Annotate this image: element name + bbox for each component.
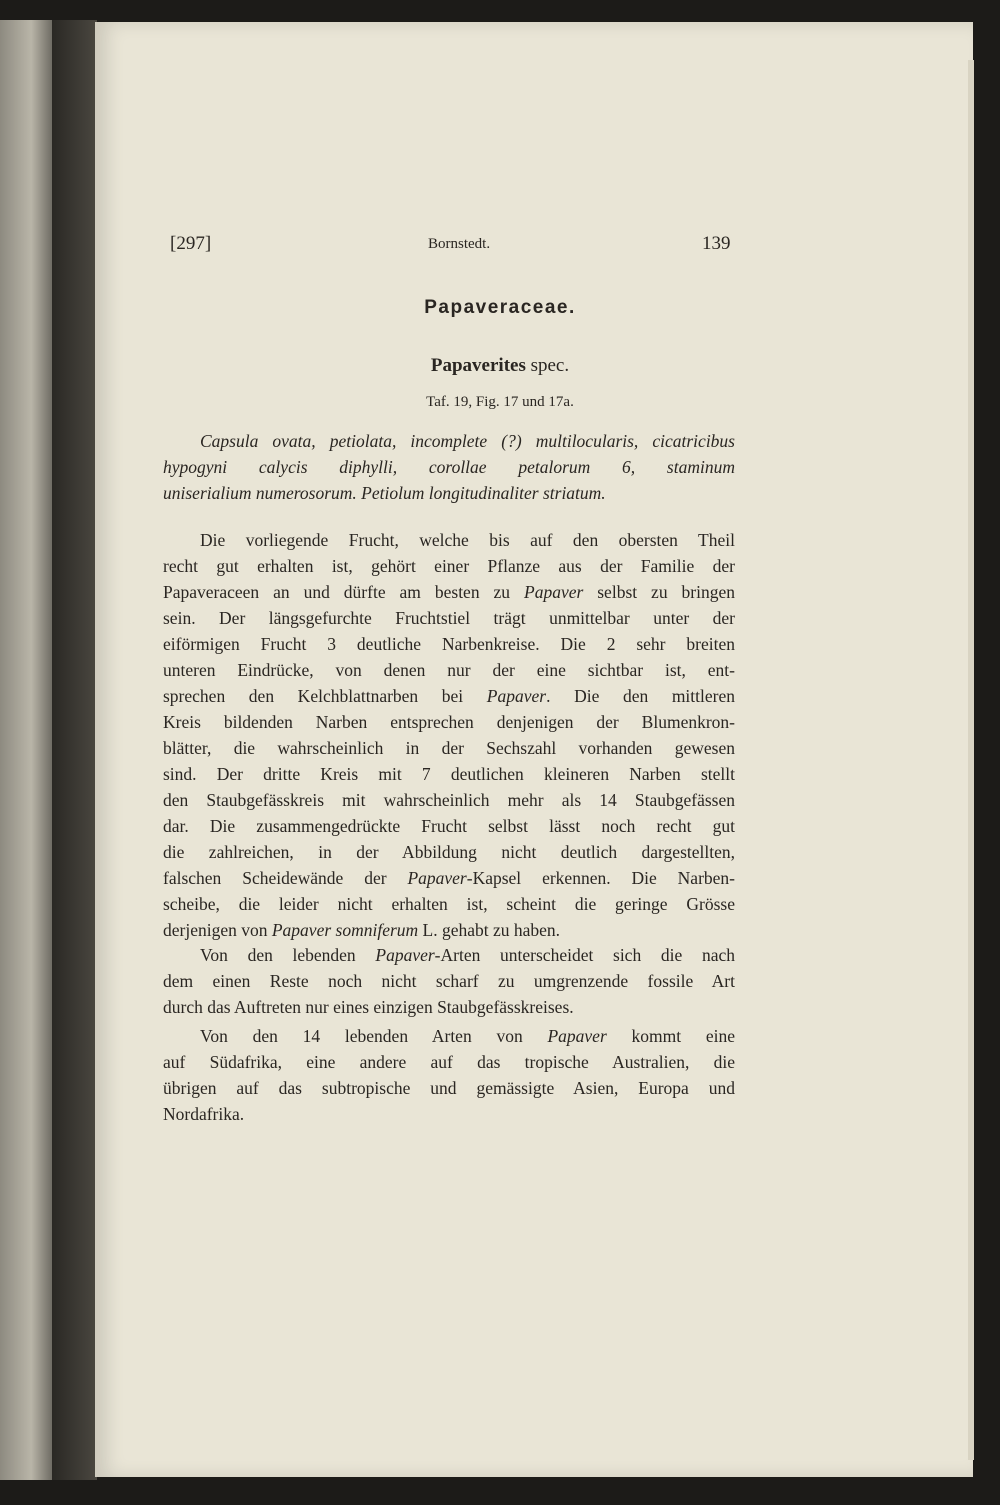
text-segment: kommt eine [606, 1026, 736, 1046]
text-segment: blätter, die wahrscheinlich in der Sechszahl vorhanden gewesen [163, 738, 735, 758]
italic-text: Papaver [407, 868, 467, 888]
paragraph-line [163, 866, 735, 890]
text-segment: scheibe, die leider nicht erhalten ist, scheint die geringe Grösse [163, 894, 735, 914]
header-author: Bornstedt. [428, 236, 491, 252]
text-segment: Papaveraceen an und dürfte am besten zu [163, 582, 524, 602]
paragraph-line [163, 995, 735, 1019]
diagnosis-line [163, 455, 735, 479]
italic-text: Papaver somniferum [271, 920, 419, 940]
text-segment: eiförmigen Frucht 3 deutliche Narbenkreise. Die 2 sehr breiten [163, 634, 735, 654]
book-gutter [52, 20, 97, 1480]
page-edge [968, 60, 974, 1460]
paragraph-line [163, 736, 735, 760]
paragraph-line [163, 814, 735, 838]
paragraph-line [163, 606, 735, 630]
paragraph-line [163, 1076, 735, 1100]
text-segment: Von den 14 lebenden Arten von [200, 1026, 548, 1046]
paragraph-line [200, 943, 735, 967]
italic-text: Papaver [547, 1026, 607, 1046]
italic-text: Capsula ovata, petiolata, incomplete (?) multilocularis, cicatricibus [200, 431, 735, 451]
italic-text: hypogyni calycis diphylli, corollae petalorum 6, staminum [163, 457, 735, 477]
plate-reference: Taf. 19, Fig. 17 und 17a. [426, 394, 574, 410]
italic-text: Papaver [524, 582, 584, 602]
paragraph-line [163, 969, 735, 993]
text-segment: derjenigen von [163, 920, 272, 940]
text-segment: -Kapsel erkennen. Die Narben- [466, 868, 735, 888]
paragraph-line [200, 1024, 735, 1048]
text-segment: Kreis bildenden Narben entsprechen denjenigen der Blumenkron- [163, 712, 735, 732]
page-number: 139 [702, 233, 731, 254]
family-title: Papaveraceae. [424, 297, 576, 318]
text-segment: dar. Die zusammengedrückte Frucht selbst lässt noch recht gut [163, 816, 735, 836]
text-segment: Von den lebenden [200, 945, 376, 965]
header-bracket-number: [297] [170, 233, 212, 254]
text-segment: übrigen auf das subtropische und gemässigte Asien, Europa und [163, 1078, 735, 1098]
genus-suffix: spec. [525, 355, 570, 376]
text-segment: unteren Eindrücke, von denen nur der eine sichtbar ist, ent- [163, 660, 735, 680]
text-segment: sprechen den Kelchblattnarben bei [163, 686, 487, 706]
diagnosis-line [163, 481, 735, 505]
text-segment: durch das Auftreten nur eines einzigen Staubgefässkreises. [163, 997, 574, 1017]
paragraph-line [163, 1050, 735, 1074]
text-segment: recht gut erhalten ist, gehört einer Pflanze aus der Familie der [163, 556, 735, 576]
paragraph-line [163, 1102, 735, 1126]
paragraph-line [163, 580, 735, 604]
text-segment: -Arten unterscheidet sich die nach [434, 945, 735, 965]
paragraph-line [163, 632, 735, 656]
italic-text: uniserialium numerosorum. Petiolum longitudinaliter striatum. [163, 483, 606, 503]
text-segment: falschen Scheidewände der [163, 868, 408, 888]
paragraph-line [163, 762, 735, 786]
paragraph-line [163, 892, 735, 916]
diagnosis-line [200, 429, 735, 453]
paragraph-line [163, 918, 735, 942]
italic-text: Papaver [486, 686, 547, 706]
genus-heading [0, 355, 1000, 377]
text-segment: Die vorliegende Frucht, welche bis auf den obersten Theil [200, 530, 735, 550]
paragraph-line [163, 788, 735, 812]
text-segment: L. gehabt zu haben. [418, 920, 561, 940]
text-segment: auf Südafrika, eine andere auf das tropische Australien, die [163, 1052, 735, 1072]
text-segment: sein. Der längsgefurchte Fruchtstiel trägt unmittelbar unter der [163, 608, 735, 628]
text-segment: die zahlreichen, in der Abbildung nicht deutlich dargestellten, [163, 842, 735, 862]
paragraph-line [163, 710, 735, 734]
text-segment: selbst zu bringen [583, 582, 735, 602]
text-segment: den Staubgefässkreis mit wahrscheinlich mehr als 14 Staubgefässen [163, 790, 735, 810]
paragraph-line [163, 840, 735, 864]
genus-name: Papaverites [430, 355, 526, 376]
paragraph-line [200, 528, 735, 552]
paragraph-line [163, 554, 735, 578]
paragraph-line [163, 658, 735, 682]
facing-page-edge [0, 20, 52, 1480]
italic-text: Papaver [375, 945, 435, 965]
text-segment: Nordafrika. [163, 1104, 245, 1124]
text-segment: sind. Der dritte Kreis mit 7 deutlichen kleineren Narben stellt [163, 764, 735, 784]
text-segment: . Die den mittleren [546, 686, 735, 706]
paragraph-line [163, 684, 735, 708]
text-segment: dem einen Reste noch nicht scharf zu umgrenzende fossile Art [163, 971, 735, 991]
